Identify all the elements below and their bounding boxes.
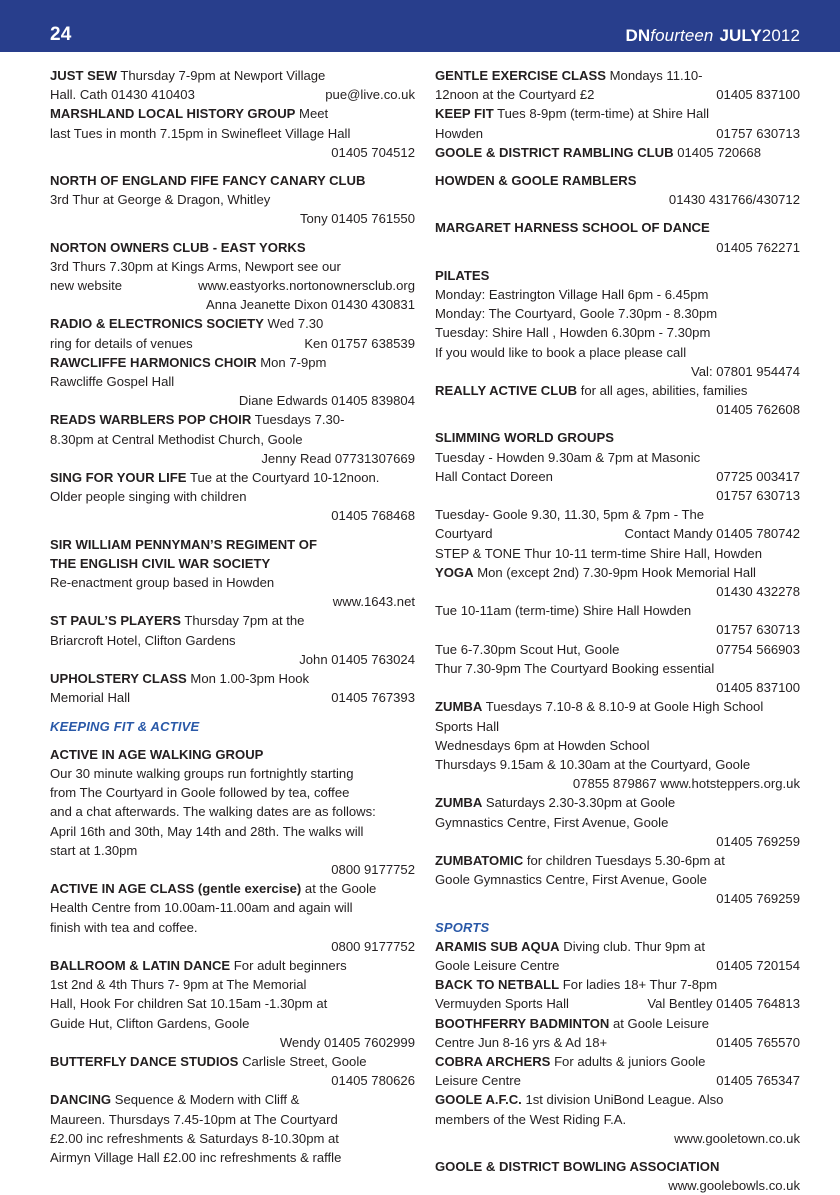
entry-contact: 07725 003417: [716, 468, 800, 484]
entry-text-line: £2.00 inc refreshments & Saturdays 8-10.30pm at: [50, 1130, 339, 1146]
entry-text-line: 8.30pm at Central Methodist Church, Goole: [50, 431, 303, 447]
entry-contact: 01430 431766/430712: [668, 192, 800, 208]
entry-contact: 01405 765347: [716, 1073, 800, 1089]
listing-entry: [50, 468, 415, 526]
listing-entry: [50, 1090, 415, 1167]
entry-title: PILATES: [435, 267, 490, 283]
entry-tabbed-line: [435, 994, 800, 1013]
left-column: [50, 66, 415, 1195]
entry-title-line: [50, 468, 415, 487]
masthead: [626, 27, 800, 44]
entry-title-line: [435, 66, 800, 85]
entry-text-line: Sports Hall: [435, 718, 500, 734]
entry-contact: www.gooletown.co.uk: [674, 1130, 800, 1146]
entry-text-line: 1st 2nd & 4th Thurs 7- 9pm at The Memorial: [50, 977, 307, 993]
listing-entry: [435, 975, 800, 1013]
listing-entry: [435, 563, 800, 697]
entry-text-line: last Tues in month 7.15pm in Swinefleet Village Hall: [50, 125, 351, 141]
listing-entry: [435, 218, 800, 256]
section-heading: SPORTS: [435, 919, 490, 935]
entry-title-line: [50, 611, 415, 630]
entry-contact: Contact Mandy 01405 780742: [624, 526, 800, 542]
entry-tabbed-line: [435, 640, 800, 659]
entry-title-line: [435, 975, 800, 994]
page-header-bar: [0, 0, 840, 52]
entry-text-line: Maureen. Thursdays 7.45-10pm at The Courtyard: [50, 1111, 338, 1127]
listing-entry: [435, 381, 800, 419]
entry-contact: Tony 01405 761550: [299, 211, 415, 227]
entry-title-line: [435, 1014, 800, 1033]
entry-title-line: [50, 353, 415, 372]
two-column-layout: [0, 66, 840, 1195]
listing-entry: [435, 104, 800, 142]
masthead-month: JULY: [719, 26, 762, 45]
listing-entry: [50, 1052, 415, 1090]
entry-title-line: [50, 314, 415, 333]
entry-text: Centre Jun 8-16 yrs & Ad 18+: [435, 1034, 608, 1050]
entry-contact: Diane Edwards 01405 839804: [238, 393, 415, 409]
entry-text: ring for details of venues: [50, 335, 193, 351]
entry-title-line: [50, 410, 415, 429]
entry-contact: 07754 566903: [716, 641, 800, 657]
entry-tabbed-line: [50, 334, 415, 353]
entry-title-line: [50, 104, 415, 123]
entry-text-line: Goole Gymnastics Centre, First Avenue, Goole: [435, 872, 707, 888]
entry-title-line: [50, 238, 415, 257]
entry-title: ACTIVE IN AGE CLASS (gentle exercise): [50, 881, 302, 897]
entry-text: Mon (except 2nd) 7.30-9pm Hook Memorial Hall: [477, 564, 756, 580]
entry-text-line: Hall, Hook For children Sat 10.15am -1.30pm at: [50, 996, 328, 1012]
entry-title: HOWDEN & GOOLE RAMBLERS: [435, 173, 637, 189]
entry-text-line: 3rd Thurs 7.30pm at Kings Arms, Newport see our: [50, 258, 341, 274]
entry-tabbed-line: [50, 276, 415, 295]
entry-tabbed-line: [435, 124, 800, 143]
entry-contact: 01405 765570: [716, 1034, 800, 1050]
entry-title: YOGA: [435, 564, 474, 580]
entry-title: ARAMIS SUB AQUA: [435, 938, 560, 954]
entry-text: Mondays 11.10-: [609, 68, 703, 83]
entry-title: BOOTHFERRY BADMINTON: [435, 1015, 610, 1031]
entry-text-line: Tuesday: Shire Hall , Howden 6.30pm - 7.30pm: [435, 325, 711, 341]
entry-contact: www.goolebowls.co.uk: [668, 1178, 800, 1194]
entry-title: ST PAUL’S PLAYERS: [50, 613, 181, 629]
entry-contact: 01405 769259: [716, 891, 800, 907]
entry-contact: 01405 837100: [716, 87, 800, 103]
entry-title-line: [435, 143, 800, 162]
entry-text-line: Tuesday - Howden 9.30am & 7pm at Masonic: [435, 449, 701, 465]
listing-entry: [435, 851, 800, 909]
entry-text-line: Gymnastics Centre, First Avenue, Goole: [435, 814, 669, 830]
listing-entry: [50, 66, 415, 104]
entry-text-line: April 16th and 30th, May 14th and 28th. The walks will: [50, 823, 364, 839]
entry-contact: 01405 762608: [716, 402, 800, 418]
entry-text-line: Re-enactment group based in Howden: [50, 575, 275, 591]
entry-title: JUST SEW: [50, 68, 117, 83]
entry-text: for all ages, abilities, families: [580, 383, 748, 399]
entry-text-line: Briarcroft Hotel, Clifton Gardens: [50, 632, 236, 648]
entry-text: Memorial Hall: [50, 690, 131, 706]
entry-text: Tuesdays 7.10-8 & 8.10-9 at Goole High School: [485, 699, 764, 715]
listing-entry: [435, 66, 800, 104]
entry-title-line: [50, 745, 415, 764]
entry-tabbed-line: [435, 524, 800, 543]
entry-title: ZUMBA: [435, 795, 483, 811]
listing-entry: [50, 410, 415, 468]
listing-entry: [435, 1157, 800, 1195]
entry-contact: 01405 704512: [331, 144, 415, 160]
entry-tabbed-line: [50, 688, 415, 707]
entry-text: Meet: [299, 106, 329, 122]
entry-text-line: Health Centre from 10.00am-11.00am and again will: [50, 900, 353, 916]
entry-text: Mon 7-9pm: [260, 354, 327, 370]
entry-contact: 01430 432278: [716, 584, 800, 600]
masthead-dn: DN: [625, 26, 651, 45]
entry-title: GENTLE EXERCISE CLASS: [435, 68, 606, 83]
entry-title: REALLY ACTIVE CLUB: [435, 383, 578, 399]
entry-title-line: [435, 1090, 800, 1109]
entry-title: SLIMMING WORLD GROUPS: [435, 430, 614, 446]
entry-title-line: [435, 697, 800, 716]
entry-title-line: [435, 104, 800, 123]
entry-contact: Val Bentley 01405 764813: [647, 996, 800, 1012]
entry-text-line: Our 30 minute walking groups run fortnightly starting: [50, 765, 354, 781]
entry-text: Sequence & Modern with Cliff &: [114, 1092, 300, 1108]
entry-contact: John 01405 763024: [299, 651, 415, 667]
listing-entry: [50, 171, 415, 229]
entry-text: Tue 6-7.30pm Scout Hut, Goole: [435, 641, 620, 657]
entry-title-line: [50, 66, 415, 85]
entry-text-line: Tuesday- Goole 9.30, 11.30, 5pm & 7pm - The: [435, 507, 705, 523]
entry-title: MARSHLAND LOCAL HISTORY GROUP: [50, 106, 296, 122]
entry-title-line: [435, 563, 800, 582]
entry-title: UPHOLSTERY CLASS: [50, 671, 187, 687]
entry-text: 01405 720668: [677, 144, 761, 160]
entry-text: Goole Leisure Centre: [435, 957, 560, 973]
entry-title: BUTTERFLY DANCE STUDIOS: [50, 1053, 239, 1069]
entry-text: at Goole Leisure: [612, 1015, 710, 1031]
entry-text-line: start at 1.30pm: [50, 842, 138, 858]
entry-text: For adults & juniors Goole: [554, 1053, 706, 1069]
listing-entry: [50, 238, 415, 315]
entry-text-line: Thur 7.30-9pm The Courtyard Booking essential: [435, 660, 715, 676]
listing-entry: [435, 266, 800, 381]
entry-text: Leisure Centre: [435, 1073, 521, 1089]
right-column: [435, 66, 800, 1195]
entry-text-line: Monday: Eastrington Village Hall 6pm - 6.45pm: [435, 287, 709, 303]
entry-text-line: Rawcliffe Gospel Hall: [50, 374, 175, 390]
entry-text-line: Tue 10-11am (term-time) Shire Hall Howden: [435, 603, 692, 619]
entry-text-line: STEP & TONE Thur 10-11 term-time Shire Hall, Howden: [435, 545, 762, 561]
entry-text-line: Wednesdays 6pm at Howden School: [435, 737, 650, 753]
entry-contact: 0800 9177752: [331, 861, 415, 877]
entry-contact: 01405 768468: [331, 508, 415, 524]
entry-tabbed-line: [435, 467, 800, 486]
entry-title-line: [50, 535, 415, 554]
entry-title-line: [50, 171, 415, 190]
entry-text: 12noon at the Courtyard £2: [435, 87, 595, 103]
entry-contact: 01405 720154: [716, 957, 800, 973]
entry-title: SIR WILLIAM PENNYMAN’S REGIMENT OF: [50, 536, 317, 552]
listing-entry: [435, 171, 800, 209]
entry-text: Thursday 7-9pm at Newport Village: [120, 68, 326, 83]
entry-title-line: [435, 218, 800, 237]
entry-title: GOOLE A.F.C.: [435, 1092, 522, 1108]
entry-contact: 01405 837100: [716, 680, 800, 696]
entry-title: MARGARET HARNESS SCHOOL OF DANCE: [435, 220, 710, 236]
entry-title: READS WARBLERS POP CHOIR: [50, 412, 252, 428]
entry-title-line: [435, 428, 800, 447]
entry-text: Courtyard: [435, 526, 493, 542]
entry-title: GOOLE & DISTRICT RAMBLING CLUB: [435, 144, 674, 160]
entry-text: Wed 7.30: [267, 316, 324, 332]
listing-entry: [50, 745, 415, 879]
entry-title-line: [435, 381, 800, 400]
entry-contact: www.1643.net: [332, 594, 415, 610]
entry-contact: 0800 9177752: [331, 938, 415, 954]
entry-text-line: members of the West Riding F.A.: [435, 1111, 627, 1127]
entry-text: Vermuyden Sports Hall: [435, 996, 569, 1012]
entry-text: Hall. Cath 01430 410403: [50, 87, 195, 103]
entry-title-line: [435, 1157, 800, 1176]
entry-title: NORTH OF ENGLAND FIFE FANCY CANARY CLUB: [50, 173, 366, 189]
entry-text-line: Guide Hut, Clifton Gardens, Goole: [50, 1015, 250, 1031]
entry-title: SING FOR YOUR LIFE: [50, 470, 187, 486]
listing-entry: [435, 428, 800, 562]
entry-title-line: [50, 554, 415, 573]
entry-contact: www.eastyorks.nortonownersclub.org: [198, 278, 415, 294]
entry-text-line: Airmyn Village Hall £2.00 inc refreshments & raffle: [50, 1149, 342, 1165]
listing-entry: [50, 104, 415, 162]
entry-text-line: Monday: The Courtyard, Goole 7.30pm - 8.30pm: [435, 306, 718, 322]
entry-title: DANCING: [50, 1092, 112, 1108]
listing-entry: [50, 879, 415, 956]
entry-contact: Wendy 01405 7602999: [279, 1034, 415, 1050]
entry-contact: Ken 01757 638539: [304, 335, 415, 351]
listing-entry: [435, 1090, 800, 1148]
listing-entry: [435, 1014, 800, 1052]
page-body: [0, 52, 840, 1194]
entry-title-line: [50, 1052, 415, 1071]
entry-title-line: [435, 793, 800, 812]
entry-title: BACK TO NETBALL: [435, 977, 560, 993]
listing-entry: [50, 956, 415, 1052]
entry-tabbed-line: [435, 85, 800, 104]
entry-title: NORTON OWNERS CLUB - EAST YORKS: [50, 239, 306, 255]
entry-title: BALLROOM & LATIN DANCE: [50, 957, 231, 973]
entry-title: ZUMBA: [435, 699, 483, 715]
entry-text: Mon 1.00-3pm Hook: [190, 671, 310, 687]
listing-entry: [435, 937, 800, 975]
entry-title: ZUMBATOMIC: [435, 852, 524, 868]
entry-contact: 01757 630713: [716, 622, 800, 638]
entry-text: Hall Contact Doreen: [435, 468, 553, 484]
entry-title: RAWCLIFFE HARMONICS CHOIR: [50, 354, 257, 370]
page-number: 24: [50, 24, 72, 45]
entry-tabbed-line: [435, 1033, 800, 1052]
entry-contact: 07855 879867 www.hotsteppers.org.uk: [572, 776, 800, 792]
entry-contact: Val: 07801 954474: [691, 363, 800, 379]
entry-text: Thursday 7pm at the: [184, 613, 305, 629]
entry-title-line: [50, 669, 415, 688]
listing-entry: [50, 611, 415, 669]
masthead-fourteen: fourteen: [650, 26, 714, 45]
entry-contact: 01757 630713: [716, 125, 800, 141]
entry-text: at the Goole: [304, 881, 377, 897]
entry-text-line: and a chat afterwards. The walking dates are as follows:: [50, 804, 376, 820]
listing-entry: [50, 669, 415, 707]
entry-title-line: [50, 879, 415, 898]
entry-title-line: [50, 1090, 415, 1109]
entry-contact: Anna Jeanette Dixon 01430 430831: [206, 297, 415, 313]
entry-title-line: [435, 937, 800, 956]
entry-text: Saturdays 2.30-3.30pm at Goole: [485, 795, 676, 811]
entry-text-line: If you would like to book a place please call: [435, 344, 687, 360]
entry-text-line: 3rd Thur at George & Dragon, Whitley: [50, 192, 271, 208]
entry-title: COBRA ARCHERS: [435, 1053, 551, 1069]
entry-text: Howden: [435, 125, 484, 141]
entry-title: RADIO & ELECTRONICS SOCIETY: [50, 316, 264, 332]
entry-title-line: [435, 266, 800, 285]
entry-title-continued: THE ENGLISH CIVIL WAR SOCIETY: [50, 555, 271, 571]
entry-text-line: Thursdays 9.15am & 10.30am at the Courtyard, Goole: [435, 756, 751, 772]
listing-entry: [435, 697, 800, 793]
entry-text: Tuesdays 7.30-: [254, 412, 345, 428]
listing-entry: [435, 1052, 800, 1090]
listing-entry: [435, 793, 800, 851]
entry-text: Tue at the Courtyard 10-12noon.: [189, 470, 380, 486]
entry-contact: 01405 769259: [716, 833, 800, 849]
entry-title: ACTIVE IN AGE WALKING GROUP: [50, 746, 264, 762]
entry-title-line: [435, 1052, 800, 1071]
entry-title-line: [435, 171, 800, 190]
entry-tabbed-line: [435, 956, 800, 975]
entry-contact: 01405 780626: [331, 1073, 415, 1089]
listing-entry: [50, 535, 415, 612]
entry-text: Carlisle Street, Goole: [242, 1053, 367, 1069]
entry-text: For ladies 18+ Thur 7-8pm: [562, 977, 718, 993]
entry-text-line: finish with tea and coffee.: [50, 919, 198, 935]
entry-contact: 01405 767393: [331, 690, 415, 706]
listing-entry: [435, 143, 800, 162]
entry-text: 1st division UniBond League. Also: [525, 1092, 724, 1108]
entry-title: KEEP FIT: [435, 106, 494, 122]
entry-text-line: [50, 85, 415, 104]
entry-contact: Jenny Read 07731307669: [261, 450, 415, 466]
entry-text: Diving club. Thur 9pm at: [563, 938, 705, 954]
entry-contact: 01757 630713: [716, 488, 800, 504]
entry-text: new website: [50, 278, 123, 294]
listing-entry: [50, 353, 415, 411]
listing-entry: [50, 314, 415, 352]
section-heading: KEEPING FIT & ACTIVE: [50, 718, 200, 734]
entry-text-line: Older people singing with children: [50, 489, 247, 505]
entry-contact: 01405 762271: [716, 239, 800, 255]
entry-title-line: [435, 851, 800, 870]
entry-text-line: from The Courtyard in Goole followed by tea, coffee: [50, 785, 350, 801]
entry-title: GOOLE & DISTRICT BOWLING ASSOCIATION: [435, 1158, 720, 1174]
entry-text: Tues 8-9pm (term-time) at Shire Hall: [497, 106, 710, 122]
entry-text: for children Tuesdays 5.30-6pm at: [526, 852, 725, 868]
entry-contact: pue@live.co.uk: [325, 87, 415, 103]
masthead-year: 2012: [761, 26, 800, 45]
entry-tabbed-line: [435, 1071, 800, 1090]
entry-title-line: [50, 956, 415, 975]
entry-text: For adult beginners: [233, 957, 347, 973]
